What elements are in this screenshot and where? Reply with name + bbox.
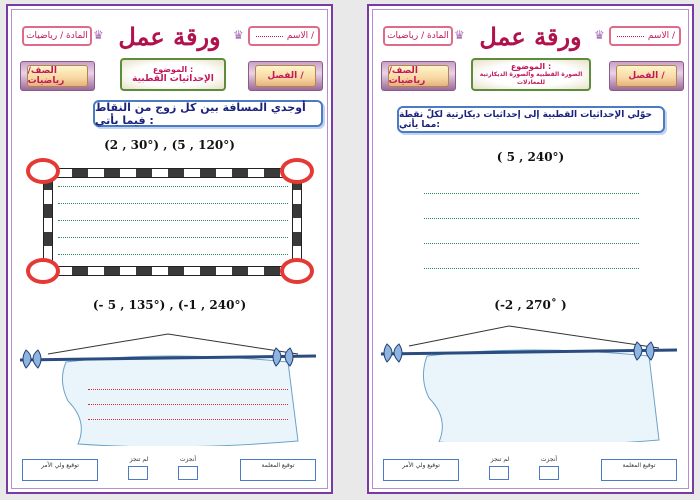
not-completed-label: لم تنجز: [490, 456, 510, 463]
completed-label: أنجزت: [540, 456, 558, 463]
grade-label: الصف/ رياضيات: [388, 66, 426, 86]
grade-label: الصف/رياضيات: [27, 66, 65, 86]
teacher-signature-box[interactable]: [601, 459, 677, 481]
not-completed-label: لم تنجز: [129, 456, 149, 463]
completed-label: أنجزت: [179, 456, 197, 463]
answer-line: [58, 186, 288, 187]
teacher-signature-label: توقيع المعلمة: [261, 462, 295, 469]
points-pair-b: (- 5 , 135°) , (-1 , 240°): [92, 298, 247, 312]
guardian-signature-label: توقيع ولي الأمر: [402, 462, 440, 469]
frame-bar-left: [43, 176, 53, 266]
subject-label: المادة / رياضيات: [26, 31, 88, 41]
name-label: الاسم /: [647, 31, 675, 41]
topic-box: [120, 58, 226, 91]
point-a: ( 5 , 240°): [496, 150, 565, 164]
guardian-signature-label: توقيع ولي الأمر: [41, 462, 79, 469]
teacher-signature-box[interactable]: [240, 459, 316, 481]
question-box: [397, 106, 665, 133]
not-completed-checkbox[interactable]: [489, 466, 509, 480]
name-field[interactable]: [248, 26, 320, 46]
crown-icon: ♛: [93, 28, 104, 42]
guardian-signature-box[interactable]: [383, 459, 459, 481]
name-dotted-line: [256, 35, 283, 37]
answer-line: [58, 220, 288, 221]
not-completed-checkbox[interactable]: [128, 466, 148, 480]
name-dotted-line: [617, 35, 644, 37]
topic-value: الإحداثيات القطبية: [132, 73, 214, 84]
frame-bar-top: [40, 168, 304, 178]
subject-label: المادة / رياضيات: [387, 31, 449, 41]
answer-line: [424, 268, 639, 269]
frame-corner-ring: [26, 158, 60, 184]
frame-corner-ring: [280, 158, 314, 184]
answer-line: [424, 193, 639, 194]
question-box: [93, 100, 323, 127]
teacher-signature-label: توقيع المعلمة: [622, 462, 656, 469]
grade-frame: [20, 61, 95, 91]
subject-field: [22, 26, 92, 46]
answer-line: [424, 218, 639, 219]
class-label: الفصل /: [628, 71, 665, 81]
scroll-banner: [369, 322, 692, 442]
point-b: (-2 , 270˚ ): [494, 298, 567, 312]
frame-corner-ring: [26, 258, 60, 284]
scroll-banner: [8, 326, 331, 446]
grade-frame: [381, 61, 456, 91]
answer-line: [88, 389, 288, 390]
answer-line: [58, 254, 288, 255]
crown-icon: ♛: [454, 28, 465, 42]
worksheet-page-left: [6, 4, 333, 494]
answer-line: [58, 237, 288, 238]
name-label: الاسم /: [286, 31, 314, 41]
answer-line: [88, 419, 288, 420]
question-text: حوّلي الإحداثيات القطبية إلى إحداثيات ديكارتية لكلّ نقطة مما يأتي:: [399, 109, 653, 130]
class-frame: [609, 61, 684, 91]
topic-label: الموضوع :: [152, 64, 194, 74]
completed-checkbox[interactable]: [539, 466, 559, 480]
frame-corner-ring: [280, 258, 314, 284]
guardian-signature-box[interactable]: [22, 459, 98, 481]
topic-value: الصورة القطبية والصورة الديكارتية للمعادلات: [479, 71, 583, 86]
answer-line: [424, 243, 639, 244]
worksheet-title: ورقة عمل: [479, 22, 582, 51]
crown-icon: ♛: [233, 28, 244, 42]
class-frame: [248, 61, 323, 91]
subject-field: [383, 26, 453, 46]
frame-bar-bottom: [40, 266, 304, 276]
worksheet-title: ورقة عمل: [118, 22, 221, 51]
frame-bar-right: [292, 176, 302, 266]
question-text: أوجدي المسافة بين كل زوج من النقاط فيما يأتي :: [95, 100, 306, 127]
completed-checkbox[interactable]: [178, 466, 198, 480]
name-field[interactable]: [609, 26, 681, 46]
answer-line: [58, 203, 288, 204]
class-label: الفصل /: [267, 71, 304, 81]
topic-label: الموضوع :: [510, 62, 552, 71]
points-pair-a: (2 , 30°) , (5 , 120°): [104, 138, 235, 152]
worksheet-page-right: [367, 4, 694, 494]
crown-icon: ♛: [594, 28, 605, 42]
answer-line: [88, 404, 288, 405]
topic-box: [471, 58, 591, 91]
